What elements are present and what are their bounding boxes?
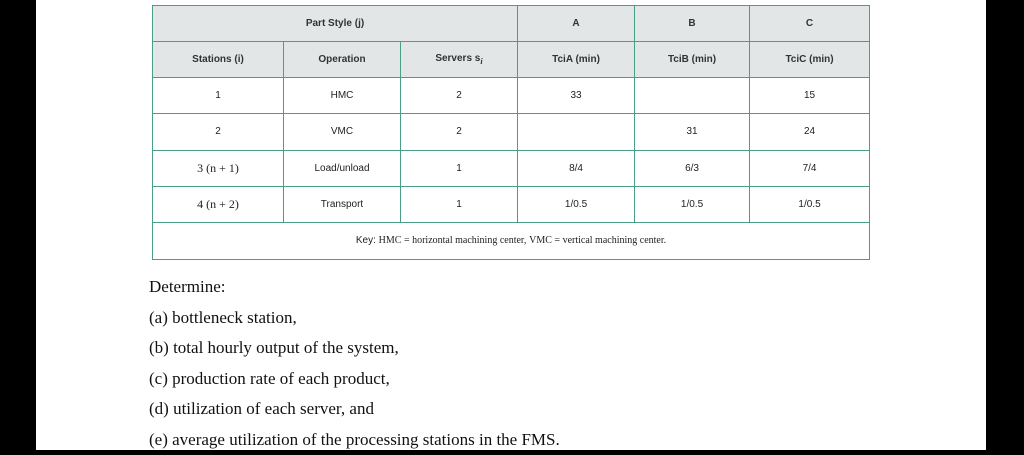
time-c-cell: 24 [750, 114, 870, 150]
question-intro: Determine: [149, 272, 560, 303]
table-header-row-columns [153, 42, 870, 78]
question-item: (b) total hourly output of the system, [149, 333, 560, 364]
fms-data-table [152, 5, 870, 260]
time-a-column-header: TciA (min) [518, 42, 635, 78]
servers-cell: 2 [401, 114, 518, 150]
time-a-cell [518, 114, 635, 150]
key-vmc-definition: VMC = vertical machining center. [529, 235, 666, 246]
station-cell: 1 [153, 78, 284, 114]
time-a-cell: 1/0.5 [518, 186, 635, 222]
question-item: (d) utilization of each server, and [149, 394, 560, 425]
time-b-cell: 1/0.5 [635, 186, 750, 222]
operation-cell: HMC [284, 78, 401, 114]
table-row [153, 114, 870, 150]
station-cell: 2 [153, 114, 284, 150]
time-c-cell: 7/4 [750, 150, 870, 186]
time-c-cell: 15 [750, 78, 870, 114]
operation-cell: Transport [284, 186, 401, 222]
servers-column-header [401, 42, 518, 78]
operation-column-header: Operation [284, 42, 401, 78]
table-key-note [153, 222, 870, 259]
table-key-row [153, 222, 870, 259]
question-item: (e) average utilization of the processing stations in the FMS. [149, 425, 560, 455]
question-item: (a) bottleneck station, [149, 303, 560, 334]
servers-cell: 1 [401, 150, 518, 186]
station-cell: 3 (n + 1) [153, 150, 284, 186]
servers-header-subscript: i [480, 57, 482, 66]
stations-column-header: Stations (i) [153, 42, 284, 78]
table-row [153, 186, 870, 222]
time-b-cell: 31 [635, 114, 750, 150]
operation-cell: VMC [284, 114, 401, 150]
time-c-cell: 1/0.5 [750, 186, 870, 222]
document-page [36, 0, 986, 450]
servers-cell: 2 [401, 78, 518, 114]
time-a-cell: 8/4 [518, 150, 635, 186]
time-b-cell: 6/3 [635, 150, 750, 186]
time-c-column-header: TciC (min) [750, 42, 870, 78]
operation-cell: Load/unload [284, 150, 401, 186]
part-b-header: B [635, 6, 750, 42]
servers-cell: 1 [401, 186, 518, 222]
table-row [153, 150, 870, 186]
table-header-row-part-style [153, 6, 870, 42]
servers-header-label: Servers s [435, 53, 480, 64]
question-item: (c) production rate of each product, [149, 364, 560, 395]
part-c-header: C [750, 6, 870, 42]
question-list [149, 272, 560, 455]
time-b-cell [635, 78, 750, 114]
time-a-cell: 33 [518, 78, 635, 114]
time-b-column-header: TciB (min) [635, 42, 750, 78]
part-a-header: A [518, 6, 635, 42]
key-hmc-definition: HMC = horizontal machining center, [379, 235, 527, 246]
station-cell: 4 (n + 2) [153, 186, 284, 222]
table-row [153, 78, 870, 114]
key-prefix: Key: [356, 235, 379, 246]
part-style-header: Part Style (j) [153, 6, 518, 42]
